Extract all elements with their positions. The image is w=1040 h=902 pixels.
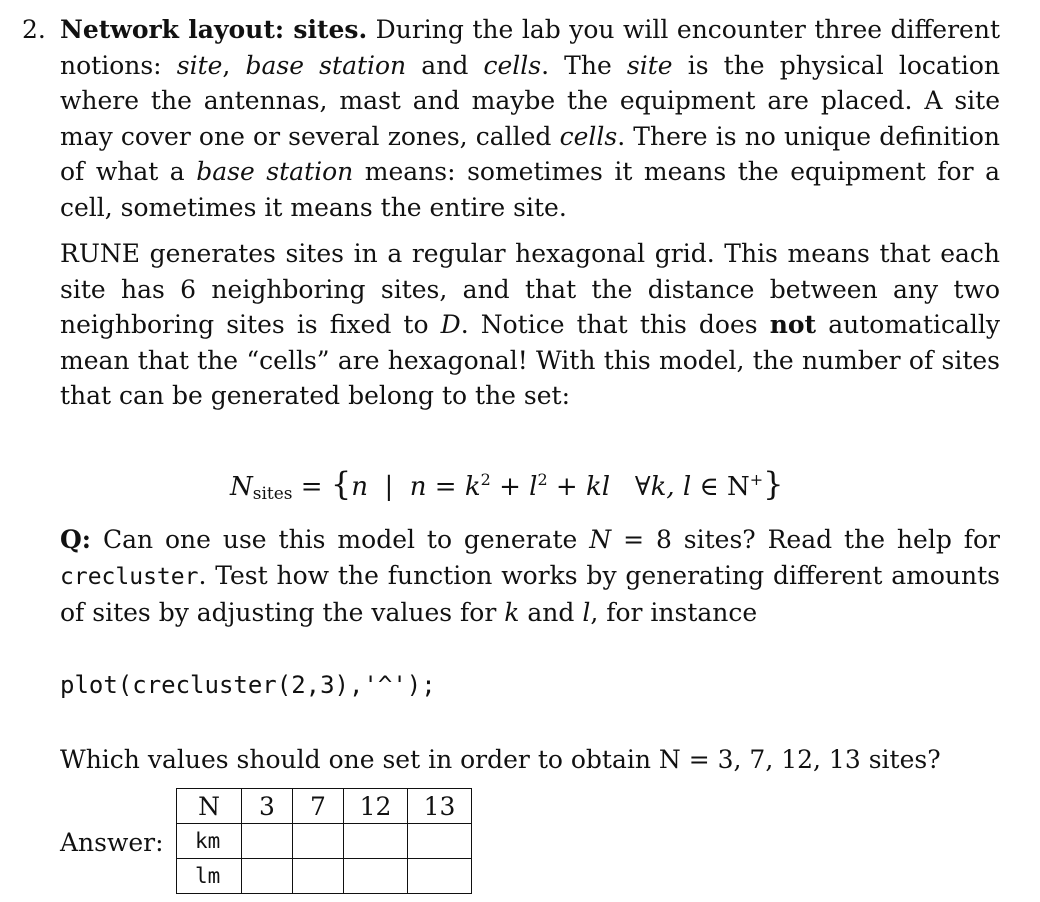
text-run: , for instance	[590, 598, 758, 627]
header-cell: 3	[242, 789, 293, 824]
text-run: . The	[541, 50, 627, 80]
answer-table	[176, 788, 472, 894]
formula-superscript: 2	[480, 470, 491, 489]
text-run: and	[519, 598, 583, 627]
term-cells: cells	[559, 121, 618, 151]
function-name: crecluster	[60, 563, 199, 590]
term-site: site	[176, 50, 223, 80]
text-run: is the physical location where the antennas, mast and maybe the equipment are placed. A site may cover one or several zones, called	[60, 50, 1000, 151]
row-label: lm	[177, 859, 242, 894]
paragraph-sites-definition	[60, 12, 1000, 225]
var-k: k	[504, 598, 520, 627]
formula-brace: {	[330, 465, 352, 503]
answer-cell[interactable]	[408, 824, 472, 859]
answer-cell[interactable]	[344, 824, 408, 859]
formula-part: k, l	[650, 472, 692, 502]
text-run: RUNE generates sites in a regular hexagonal grid. This means that each site has 6 neighboring sites, and that the distance between any two neighboring sites is fixed to	[60, 239, 1000, 339]
row-label: km	[177, 824, 242, 859]
var-l: l	[582, 598, 591, 627]
term-cells: cells	[483, 50, 542, 80]
formula-part: ∈	[691, 472, 727, 502]
formula-superscript: 2	[537, 470, 548, 489]
text-run: automatically mean that the “cells” are hexagonal! With this model, the number of sites that can be generated belong to the set:	[60, 310, 1000, 410]
formula-part: n	[409, 472, 427, 502]
header-cell: 7	[293, 789, 344, 824]
term-base-station: base station	[196, 157, 354, 186]
formula-part: N	[726, 472, 750, 502]
text-run: During the lab you will encounter three different notions:	[60, 15, 1000, 80]
text-run: . Test how the function works by generating different amounts of sites by adjusting the values for	[60, 560, 1000, 627]
answer-cell[interactable]	[242, 859, 293, 894]
formula-superscript: +	[749, 470, 764, 489]
sites-set-formula	[230, 462, 783, 512]
formula-part: |	[367, 472, 410, 502]
answer-cell[interactable]	[242, 824, 293, 859]
paragraph-hexagonal-grid	[60, 236, 1000, 414]
text-run: ,	[222, 50, 246, 80]
text-run: means: sometimes it means the equipment for a cell, sometimes it means the entire site.	[60, 157, 1000, 222]
answer-cell[interactable]	[408, 859, 472, 894]
answer-row-km	[177, 824, 472, 859]
values-question: Which values should one set in order to obtain N = 3, 7, 12, 13 sites?	[60, 745, 941, 774]
answer-label: Answer:	[60, 828, 164, 857]
text-run: . Notice that this does	[460, 310, 770, 339]
formula-subscript: sites	[252, 484, 293, 504]
text-run: Can one use this model to generate	[91, 525, 590, 554]
paragraph-question	[60, 522, 1000, 631]
var-N: N	[589, 525, 612, 554]
formula-part: l	[529, 472, 538, 502]
term-site: site	[626, 50, 673, 80]
formula-part: ∀	[610, 472, 651, 502]
formula-part: =	[292, 472, 331, 502]
formula-part: n	[351, 472, 368, 502]
answer-cell[interactable]	[293, 859, 344, 894]
formula-part: N	[230, 472, 253, 502]
formula-brace: }	[763, 465, 784, 503]
answer-cell[interactable]	[293, 824, 344, 859]
formula-part: kl	[586, 472, 611, 502]
answer-cell[interactable]	[344, 859, 408, 894]
formula-part: +	[490, 472, 530, 502]
formula-part: =	[426, 472, 465, 502]
text-run: and	[406, 50, 484, 80]
question-label: Q:	[60, 525, 92, 554]
item-heading: Network layout: sites.	[60, 15, 368, 44]
header-cell: 13	[408, 789, 472, 824]
header-cell: N	[177, 789, 242, 824]
text-run: . There is no unique definition of what a	[60, 121, 1001, 186]
term-base-station: base station	[245, 50, 407, 80]
formula-part: k	[464, 472, 481, 502]
var-D: D	[440, 310, 461, 339]
code-example: plot(crecluster(2,3),'^');	[60, 671, 436, 699]
text-run: = 8 sites? Read the help for	[611, 525, 1001, 554]
header-cell: 12	[344, 789, 408, 824]
formula-part: +	[547, 472, 586, 502]
item-number: 2.	[22, 15, 46, 44]
answer-header-row	[177, 789, 472, 824]
emphasis-not: not	[769, 310, 817, 339]
answer-row-lm	[177, 859, 472, 894]
